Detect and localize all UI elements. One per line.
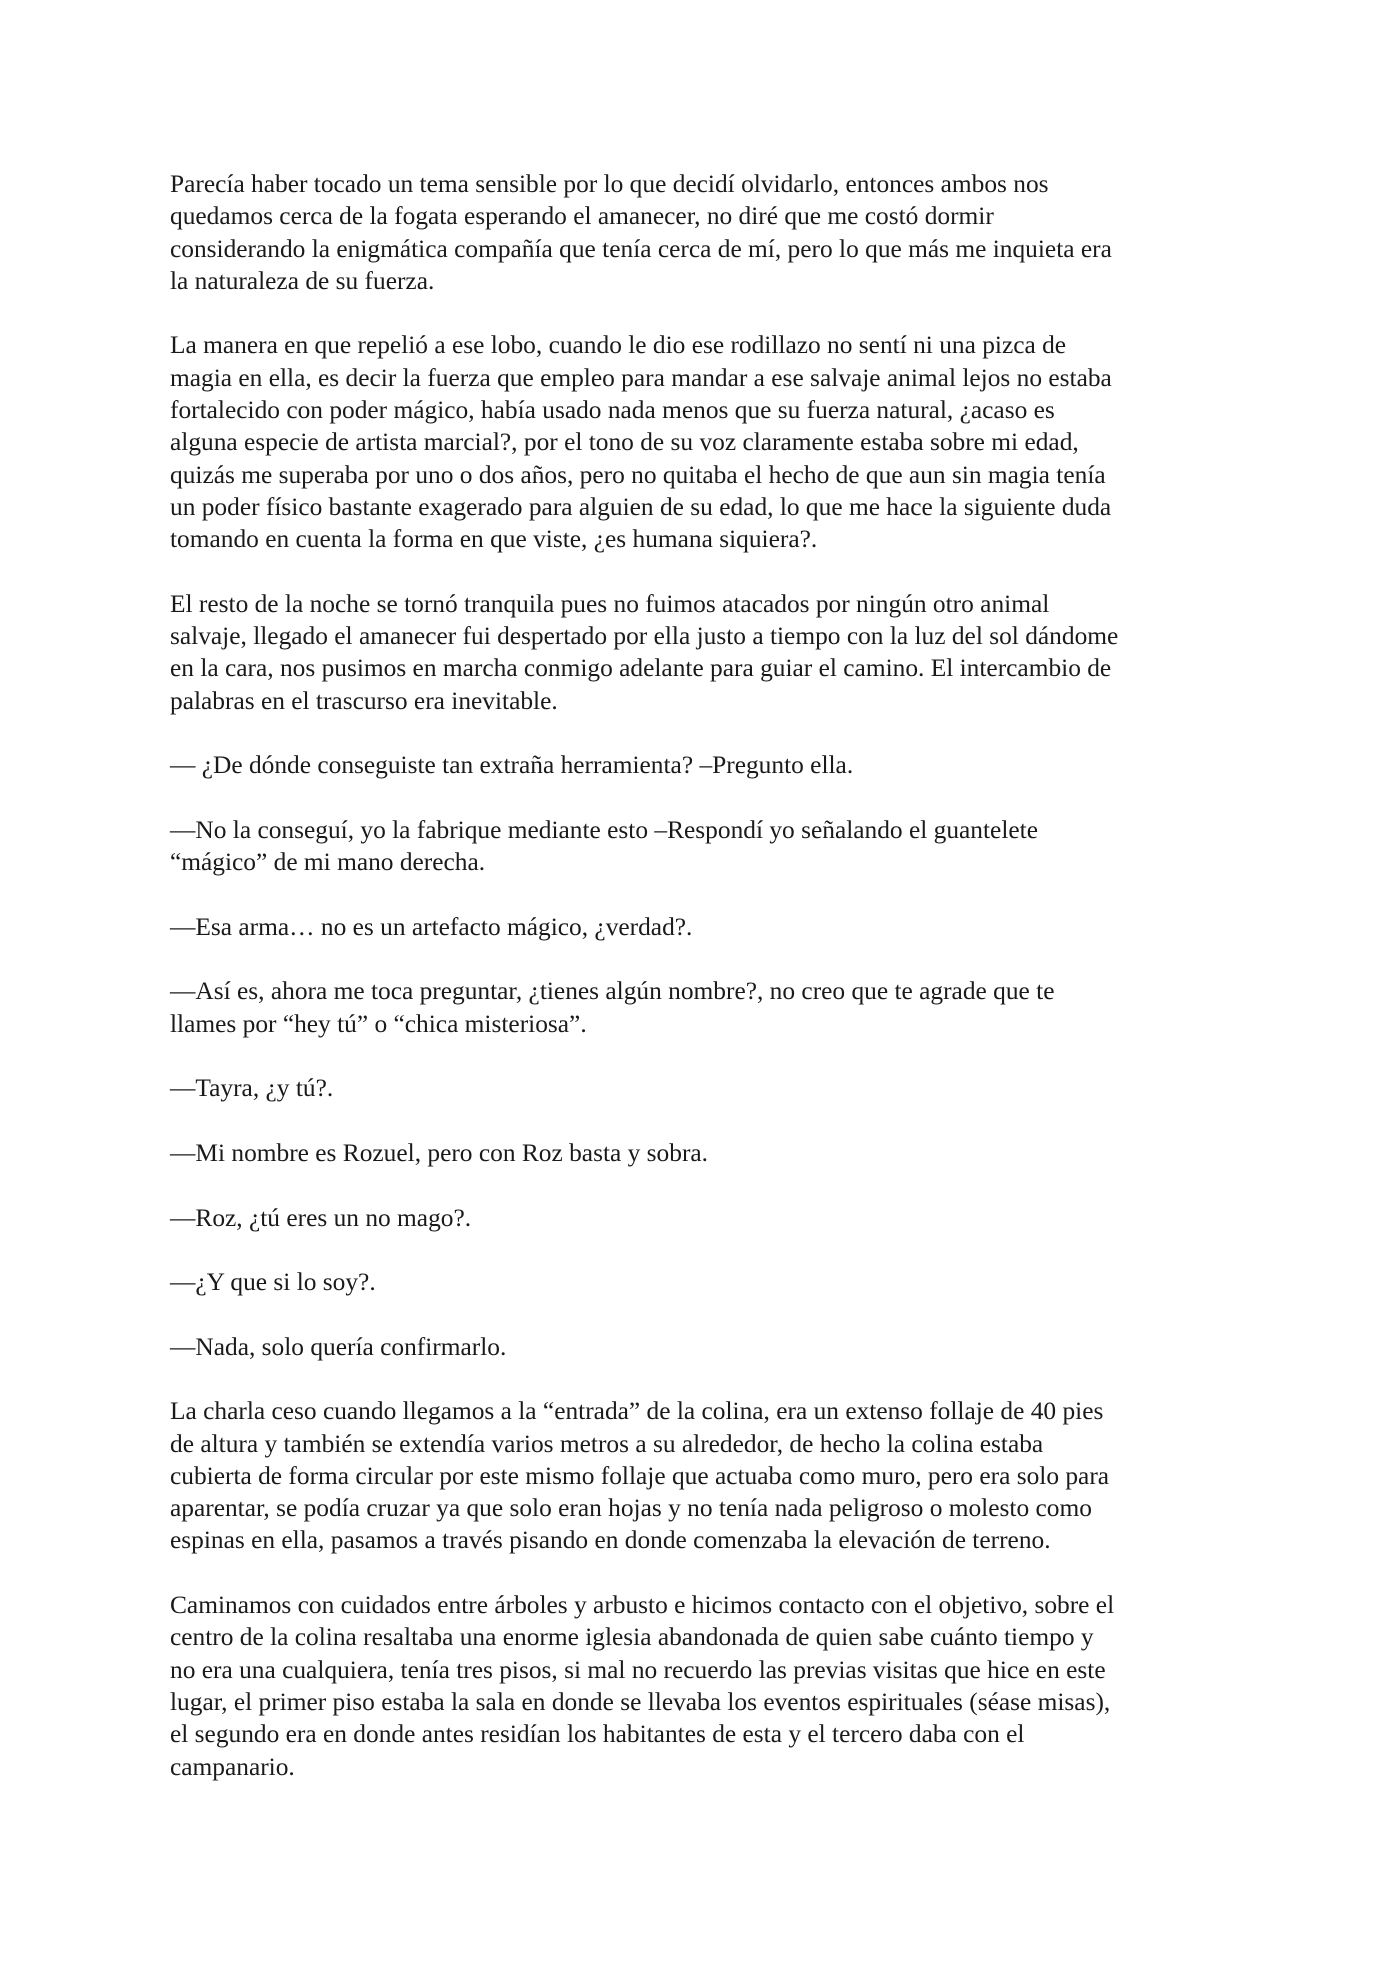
text-line: La manera en que repelió a ese lobo, cuando le dio ese rodillazo no sentí ni una pizca de: [170, 331, 1067, 360]
text-line: —No la conseguí, yo la fabrique mediante esto –Respondí yo señalando el guantelete: [170, 815, 1038, 844]
text-line: quedamos cerca de la fogata esperando el amanecer, no diré que me costó dormir: [170, 202, 994, 231]
text-line: campanario.: [170, 1752, 295, 1781]
text-line: —Mi nombre es Rozuel, pero con Roz basta y sobra.: [170, 1138, 709, 1167]
paragraph: [170, 588, 1230, 717]
text-line: —Tayra, ¿y tú?.: [170, 1074, 334, 1103]
text-line: —Roz, ¿tú eres un no mago?.: [170, 1203, 472, 1232]
paragraph: [170, 168, 1230, 297]
document-body: [170, 168, 1230, 1783]
text-line: —Nada, solo quería confirmarlo.: [170, 1332, 507, 1361]
text-line: en la cara, nos pusimos en marcha conmigo adelante para guiar el camino. El intercambio de: [170, 654, 1112, 683]
text-line: —Esa arma… no es un artefacto mágico, ¿verdad?.: [170, 912, 693, 941]
paragraph: [170, 1072, 1230, 1104]
text-line: palabras en el trascurso era inevitable.: [170, 686, 558, 715]
text-line: Parecía haber tocado un tema sensible por lo que decidí olvidarlo, entonces ambos nos: [170, 170, 1049, 198]
text-line: considerando la enigmática compañía que tenía cerca de mí, pero lo que más me inquieta era: [170, 234, 1112, 263]
text-line: — ¿De dónde conseguiste tan extraña herramienta? –Pregunto ella.: [170, 751, 854, 780]
text-line: un poder físico bastante exagerado para alguien de su edad, lo que me hace la siguiente duda: [170, 492, 1112, 521]
text-line: “mágico” de mi mano derecha.: [170, 848, 486, 877]
text-line: La charla ceso cuando llegamos a la “entrada” de la colina, era un extenso follaje de 40 pies: [170, 1397, 1104, 1426]
text-line: de altura y también se extendía varios metros a su alrededor, de hecho la colina estaba: [170, 1429, 1044, 1458]
paragraph: [170, 1331, 1230, 1363]
paragraph: [170, 814, 1230, 879]
paragraph: [170, 749, 1230, 781]
paragraph: [170, 911, 1230, 943]
paragraph: [170, 329, 1230, 555]
text-line: salvaje, llegado el amanecer fui despertado por ella justo a tiempo con la luz del sol dándome: [170, 622, 1119, 651]
text-line: —¿Y que si lo soy?.: [170, 1268, 376, 1297]
text-line: aparentar, se podía cruzar ya que solo eran hojas y no tenía nada peligroso o molesto como: [170, 1494, 1092, 1523]
paragraph: [170, 975, 1230, 1040]
text-line: la naturaleza de su fuerza.: [170, 266, 435, 295]
text-line: fortalecido con poder mágico, había usado nada menos que su fuerza natural, ¿acaso es: [170, 396, 1055, 425]
text-line: tomando en cuenta la forma en que viste, ¿es humana siquiera?.: [170, 525, 818, 554]
text-line: alguna especie de artista marcial?, por el tono de su voz claramente estaba sobre mi edad,: [170, 428, 1079, 457]
text-line: cubierta de forma circular por este mismo follaje que actuaba como muro, pero era solo para: [170, 1461, 1110, 1490]
text-line: el segundo era en donde antes residían los habitantes de esta y el tercero daba con el: [170, 1720, 1025, 1749]
text-line: lugar, el primer piso estaba la sala en donde se llevaba los eventos espirituales (séase misas),: [170, 1687, 1111, 1716]
paragraph: [170, 1589, 1230, 1783]
text-line: centro de la colina resaltaba una enorme iglesia abandonada de quien sabe cuánto tiempo y: [170, 1623, 1094, 1652]
text-line: quizás me superaba por uno o dos años, pero no quitaba el hecho de que aun sin magia tenía: [170, 460, 1106, 489]
text-line: El resto de la noche se tornó tranquila pues no fuimos atacados por ningún otro animal: [170, 589, 1050, 618]
paragraph: [170, 1395, 1230, 1556]
text-line: Caminamos con cuidados entre árboles y arbusto e hicimos contacto con el objetivo, sobre el: [170, 1591, 1115, 1620]
text-line: llames por “hey tú” o “chica misteriosa”.: [170, 1009, 587, 1038]
text-line: espinas en ella, pasamos a través pisando en donde comenzaba la elevación de terreno.: [170, 1526, 1051, 1555]
text-line: no era una cualquiera, tenía tres pisos, si mal no recuerdo las previas visitas que hice en este: [170, 1655, 1106, 1684]
text-line: magia en ella, es decir la fuerza que empleo para mandar a ese salvaje animal lejos no estaba: [170, 363, 1112, 392]
text-line: —Así es, ahora me toca preguntar, ¿tienes algún nombre?, no creo que te agrade que te: [170, 977, 1055, 1006]
paragraph: [170, 1137, 1230, 1169]
paragraph: [170, 1202, 1230, 1234]
paragraph: [170, 1266, 1230, 1298]
